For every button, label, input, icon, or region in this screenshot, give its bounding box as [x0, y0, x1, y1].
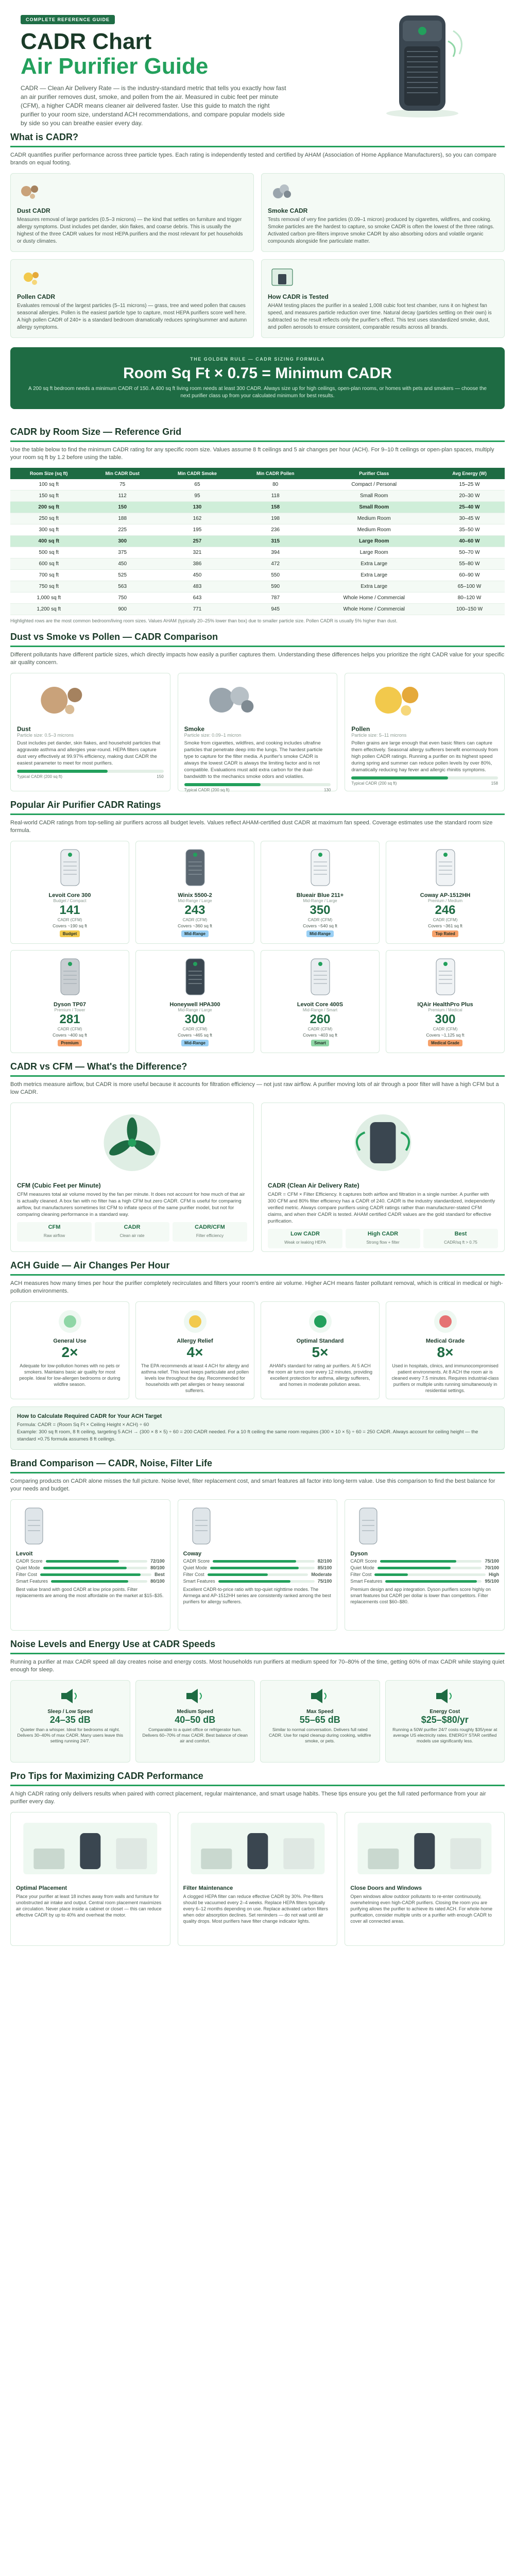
noise-card: Max Speed 55–65 dB Similar to normal conversation. Delivers full rated CADR. Use for rapid cleanup during cooking, wildfire smoke, or pets.	[260, 1680, 380, 1762]
noise-section: Noise Levels and Energy Use at CADR Speeds Running a purifier at max CADR speed all day creates noise and energy costs. Most households run purifiers at medium speed for 70–80% of the time, getting 60% of max CADR while staying quiet enough for sleep. Sleep / Low Speed 24–35 dB Quieter than a whisper. Ideal for bedrooms at night. Delivers 30–40% of max CADR. Many users leave this setting running 24/7. Medium Speed 40–50 dB Comparable to a quiet office or refrigerator hum. Delivers 60–70% of max CADR. Best balance of clean air and comfort. Max Speed 55–65 dB Similar to normal conversation. Delivers full rated CADR. Use for rapid cleanup during cooking, wildfire smoke, or pets. Energy Cost $25–$80/yr Running a 50W purifier 24/7 costs roughly $35/year at average US electricity rates. ENERGY STAR certified models use significantly less.	[0, 1631, 515, 1762]
table-cell: 1,000 sq ft	[10, 592, 87, 604]
ach-card: Medical Grade 8× Used in hospitals, clinics, and immunocompromised patient environments. At 8 ACH the room air is cleaned every 7.5 minutes. Requires industrial-class purifiers or multiple units running simultaneously in residential settings.	[386, 1301, 505, 1399]
table-cell: 563	[87, 581, 158, 592]
speaker-icon	[307, 1686, 333, 1706]
fan-icon	[17, 1109, 247, 1176]
product-name: Winix 5500-2	[178, 892, 212, 899]
table-cell: Large Room	[314, 547, 434, 558]
table-cell: 321	[158, 547, 237, 558]
table-cell: 900	[87, 604, 158, 615]
table-cell: 100–150 W	[434, 604, 505, 615]
ach-card: Optimal Standard 5× AHAM's standard for rating air purifiers. At 5 ACH the room air turns over every 12 minutes, providing excellent protection for asthma, allergy sufferers, and homes in moderate pollution areas.	[261, 1301, 380, 1399]
product-name: Blueair Blue 211+	[296, 892, 344, 899]
table-cell: 600 sq ft	[10, 558, 87, 570]
table-header: Min CADR Pollen	[237, 468, 314, 479]
ach-card: General Use 2× Adequate for low-pollution homes with no pets or smokers. Maintains basic air quality for most people. Ideal for low-allergen bedrooms or during wildfire season.	[10, 1301, 129, 1399]
table-row	[10, 570, 505, 581]
pollen-particles-icon	[351, 680, 498, 721]
product-name: Honeywell HPA300	[169, 1002, 220, 1008]
table-cell: 945	[237, 604, 314, 615]
pollen-icon	[17, 266, 46, 289]
product-tag: Mid-Range	[181, 930, 209, 937]
table-cell: 95	[158, 490, 237, 502]
table-cell: Small Room	[314, 502, 434, 513]
product-card[interactable]: Levoit Core 400S Mid-Range / Smart 260 CADR (CFM) Covers ~403 sq ft Smart	[261, 950, 380, 1053]
product-tag: Medical Grade	[428, 1040, 462, 1046]
purifier-icon	[430, 846, 461, 888]
product-cadr: 260	[310, 1012, 331, 1026]
products-section: Popular Air Purifier CADR Ratings Real-world CADR ratings from top-selling air purifiers across all budget levels. Values reflect AHAM-certified dust CADR at maximum fan speed. Coverage estimates use the standard room size formula. Levoit Core 300 Budget / Compact 141 CADR (CFM) Covers ~190 sq ft Budget Winix 5500-2 Mid-Range / Large 243 CADR (CFM) Covers ~360 sq ft Mid-Range Blueair Blue 211+ Mid-Range / Large 350 CADR (CFM) Covers ~540 sq ft Mid-Range Coway AP-1512HH Premium / Medium 246 CADR (CFM) Covers ~361 sq ft Top Rated Dyson TP07 Premium / Tower 281 CADR (CFM) Covers ~400 sq ft Premium Honeywell HPA300 Mid-Range / Large 300 CADR (CFM) Covers ~465 sq ft Mid-Range Levoit Core 400S Mid-Range / Smart 260 CADR (CFM) Covers ~403 sq ft Smart IQAir HealthPro Plus Premium / Medical 300 CADR (CFM) Covers ~1,125 sq ft Medical Grade	[0, 791, 515, 1053]
product-card[interactable]: Winix 5500-2 Mid-Range / Large 243 CADR (CFM) Covers ~360 sq ft Mid-Range	[135, 841, 254, 944]
table-cell: 250 sq ft	[10, 513, 87, 524]
table-cell: Compact / Personal	[314, 479, 434, 490]
table-cell: 198	[237, 513, 314, 524]
pollen-cadr-bar	[351, 776, 498, 779]
table-cell: 643	[158, 592, 237, 604]
dust-particles-icon	[17, 680, 164, 721]
table-cell: 750	[87, 592, 158, 604]
tip-illustration-icon	[183, 1818, 332, 1879]
table-cell: Extra Large	[314, 558, 434, 570]
product-tag: Mid-Range	[306, 930, 334, 937]
room-size-section: CADR by Room Size — Reference Grid Use the table below to find the minimum CADR rating for any specific room size. Values assume 8 ft ceilings and 5 air changes per hour (ACH). For 9–10 ft ceilings or open-plan spaces, multiply your room sq ft by 1.2 before using the table. Room Size (sq ft) Min CADR Dust Min CADR Smoke Min CADR Pollen Purifier Class Avg Energy (W) 100 sq ft 75 65 80 Compact / Personal 15–25 W 150 sq ft 112 95 118 Small Room 20–30 W 200 sq ft 150 130 158 Small Room 25–40 W 250 sq ft 188 162 198 Medium Room 30–45 W 300 sq ft 225 195 236 Medium Room 35–50 W 400 sq ft 300 257 315 Large Room 40–60 W 500 sq ft 375 321 394 Large Room 50–70 W 600 sq ft 450 386 472 Extra Large 55–80 W 700 sq ft 525 450 550 Extra Large 60–90 W 750 sq ft 563 483 590 Extra Large 65–100 W 1,000 sq ft 750 643 787 Whole Home / Commercial 80–120 W 1,200 sq ft 900 771 945 Whole Home / Commercial 100–150 W Highlighted rows are the most common bedroom/living room sizes. Values AHAM (typically 20–25% lower than box) due to smaller particle size. Pollen CADR is usually 5% higher than dust.	[0, 418, 515, 623]
table-cell: 200 sq ft	[10, 502, 87, 513]
product-card[interactable]: Levoit Core 300 Budget / Compact 141 CADR (CFM) Covers ~190 sq ft Budget	[10, 841, 129, 944]
table-row	[10, 592, 505, 604]
dust-cadr-bar	[17, 770, 164, 773]
table-cell: 590	[237, 581, 314, 592]
test-chamber-icon	[268, 266, 297, 289]
table-cell: Medium Room	[314, 524, 434, 536]
product-cadr: 300	[184, 1012, 205, 1026]
page-title: CADR Chart Air Purifier Guide	[21, 29, 209, 79]
tip-illustration-icon	[350, 1818, 499, 1879]
table-cell: 80–120 W	[434, 592, 505, 604]
table-row	[10, 490, 505, 502]
product-card[interactable]: Honeywell HPA300 Mid-Range / Large 300 CADR (CFM) Covers ~465 sq ft Mid-Range	[135, 950, 254, 1053]
cfm-card: CFM (Cubic Feet per Minute) CFM measures total air volume moved by the fan per minute. It does not account for how much of that air is actually cleaned. A box fan with no filter has a high CFM but zero CADR. CFM is useful for comparing airflow, but manufacturers sometimes list CFM to inflate specs of the same purifier model, but not for comparing cleaning performance in a standard way. CFM Raw airflow CADR Clean air rate CADR/CFM Filter efficiency	[10, 1103, 254, 1252]
noise-card: Energy Cost $25–$80/yr Running a 50W purifier 24/7 costs roughly $35/year at average US electricity rates. ENERGY STAR certified models use significantly less.	[385, 1680, 505, 1762]
smoke-icon	[268, 180, 297, 202]
hero	[0, 0, 515, 127]
brand-purifier-icon	[350, 1505, 386, 1546]
table-cell: 118	[237, 490, 314, 502]
smoke-cadr-card: Smoke CADR Tests removal of very fine particles (0.09–1 micron) produced by cigarettes, wildfires, and cooking. Smoke particles are the hardest to capture, so smoke CADR is often the lowest of the three ratings. Activated carbon pre-filters improve smoke CADR by also absorbing odors and volatile organic compounds alongside fine particulate matter.	[261, 173, 505, 252]
product-cadr: 246	[435, 903, 456, 917]
table-cell: 386	[158, 558, 237, 570]
product-cadr: 243	[184, 903, 205, 917]
table-header: Min CADR Dust	[87, 468, 158, 479]
table-cell: Large Room	[314, 536, 434, 547]
speaker-icon	[432, 1686, 458, 1706]
smoke-particle-card: Smoke Particle size: 0.09–1 micron Smoke from cigarettes, wildfires, and cooking includes ultrafine particles that penetrate deep into the lungs. The hardest particle type to capture for the filter media. A purifier's smoke CADR is always the lowest CADR is always the limiting factor and is not compatible. Evaluations must add extra carbon for the dual-bandwidth to the mechanics smoke odors and volatiles. Typical CADR (200 sq ft) 130	[178, 673, 338, 791]
table-row	[10, 502, 505, 513]
formula-banner: THE GOLDEN RULE — CADR SIZING FORMULA Room Sq Ft × 0.75 = Minimum CADR A 200 sq ft bedroom needs a minimum CADR of 150. A 400 sq ft living room needs at least 300 CADR. Always size up for high ceilings, open-plan rooms, or homes with pets and smokers — choose the next purifier class up from your calculated minimum for best results.	[10, 347, 505, 409]
product-tag: Top Rated	[432, 930, 458, 937]
brand-card: Levoit CADR Score 72/100 Quiet Mode 80/100 Filter Cost Best Smart Features 80/100 Best value brand with good CADR at low price points. Filter replacements are among the most affordable on the market at $15–$35.	[10, 1499, 170, 1631]
brand-purifier-icon	[16, 1505, 52, 1546]
table-cell: 525	[87, 570, 158, 581]
tip-card: Close Doors and Windows Open windows allow outdoor pollutants to re-enter continuously, overwhelming even high-CADR purifiers. Closing the room you are purifying allows the purifier to achieve its rated ACH. For whole-home purification, consider multiple units or a purifier with enough CADR to cover all connected areas.	[345, 1812, 505, 1946]
table-cell: 750 sq ft	[10, 581, 87, 592]
purifier-icon	[55, 846, 85, 888]
table-cell: 20–30 W	[434, 490, 505, 502]
table-cell: 15–25 W	[434, 479, 505, 490]
sizing-formula: Room Sq Ft × 0.75 = Minimum CADR	[123, 365, 392, 382]
table-cell: 100 sq ft	[10, 479, 87, 490]
table-cell: 50–70 W	[434, 547, 505, 558]
product-cadr: 141	[59, 903, 80, 917]
table-cell: 300 sq ft	[10, 524, 87, 536]
table-cell: 300	[87, 536, 158, 547]
table-cell: 30–45 W	[434, 513, 505, 524]
brand-name: Dyson	[350, 1551, 368, 1557]
product-tag: Budget	[60, 930, 80, 937]
ach-level-icon	[305, 1307, 336, 1335]
table-row	[10, 581, 505, 592]
ach-value: 2×	[61, 1344, 78, 1360]
hero-badge: COMPLETE REFERENCE GUIDE	[21, 15, 115, 24]
air-purifier-illustration	[371, 10, 474, 118]
table-cell: 112	[87, 490, 158, 502]
table-cell: 771	[158, 604, 237, 615]
table-row	[10, 513, 505, 524]
table-cell: 55–80 W	[434, 558, 505, 570]
table-cell: 450	[158, 570, 237, 581]
table-cell: 150 sq ft	[10, 490, 87, 502]
table-cell: Whole Home / Commercial	[314, 592, 434, 604]
table-row	[10, 536, 505, 547]
what-section	[0, 124, 515, 338]
hero-intro: CADR — Clean Air Delivery Rate — is the industry-standard metric that tells you exactly how fast an air purifier removes dust, smoke, and pollen from the air. Measured in cubic feet per minute (CFM), a higher CADR means cleaner air delivered faster. Use this guide to match the right purifier to your room size, understand ACH recommendations, and compare popular models side by side so you can breathe easier every day.	[21, 84, 286, 127]
purifier-icon	[180, 956, 211, 997]
table-row	[10, 524, 505, 536]
product-cadr: 350	[310, 903, 331, 917]
table-cell: 472	[237, 558, 314, 570]
table-cell: 257	[158, 536, 237, 547]
table-cell: 25–40 W	[434, 502, 505, 513]
product-name: Coway AP-1512HH	[420, 892, 471, 899]
product-name: IQAir HealthPro Plus	[417, 1002, 473, 1008]
table-cell: 400 sq ft	[10, 536, 87, 547]
table-cell: 65–100 W	[434, 581, 505, 592]
table-cell: 700 sq ft	[10, 570, 87, 581]
speaker-icon	[57, 1686, 83, 1706]
cadr-card: CADR (Clean Air Delivery Rate) CADR = CFM × Filter Efficiency. It captures both airflow and filtration in a single number. A purifier with 300 CFM and 80% filter efficiency has a CADR of 240. CADR is the industry standardized, independently verified metric. Always compare purifiers using CADR ratings rather than manufacturer-stated CFM claims, and when their CADR is tested. AHAM certified CADR values are the gold standard for effective purification. Low CADR Weak or leaking HEPA High CADR Strong flow + filter Best CADR/sq ft > 0.75	[261, 1103, 505, 1252]
tip-card: Optimal Placement Place your purifier at least 18 inches away from walls and furniture for unobstructed air intake and output. Central room placement maximizes air circulation. Never place inside a cabinet or closet — this can reduce effective CADR by up to 40% and overheat the motor.	[10, 1812, 170, 1946]
ach-value: 8×	[437, 1344, 454, 1360]
table-cell: 65	[158, 479, 237, 490]
table-cell: 315	[237, 536, 314, 547]
smoke-particles-icon	[184, 680, 331, 721]
product-card[interactable]: Blueair Blue 211+ Mid-Range / Large 350 CADR (CFM) Covers ~540 sq ft Mid-Range	[261, 841, 380, 944]
dust-icon	[17, 180, 46, 202]
table-cell: 40–60 W	[434, 536, 505, 547]
tips-section: Pro Tips for Maximizing CADR Performance A high CADR rating only delivers results when paired with correct placement, regular maintenance, and smart usage habits. These tips ensure you get the full rated performance from your air purifier every day. Optimal Placement Place your purifier at least 18 inches away from walls and furniture for unobstructed air intake and output. Central room placement maximizes air circulation. Never place inside a cabinet or closet — this can reduce effective CADR by up to 40% and overheat the motor. Filter Maintenance A clogged HEPA filter can reduce effective CADR by 30%. Pre-filters should be vacuumed every 2–4 weeks. Replace HEPA filters typically every 6–12 months depending on use. Replace activated carbon filters when odor absorption declines. Set reminders — do not wait until air quality drops. Most purifiers have filter change indicator lights. Close Doors and Windows Open windows allow outdoor pollutants to re-enter continuously, overwhelming even high-CADR purifiers. Closing the room you are purifying allows the purifier to achieve its rated ACH. For whole-home purification, consider multiple units or a purifier with enough CADR to cover all connected areas.	[0, 1762, 515, 1946]
product-card[interactable]: Coway AP-1512HH Premium / Medium 246 CADR (CFM) Covers ~361 sq ft Top Rated	[386, 841, 505, 944]
product-cadr: 300	[435, 1012, 456, 1026]
purifier-icon	[180, 846, 211, 888]
table-cell: 188	[87, 513, 158, 524]
particles-section: Dust vs Smoke vs Pollen — CADR Comparison Different pollutants have different particle sizes, which directly impacts how easily a purifier captures them. Understanding these differences helps you prioritize the right CADR value for your specific air quality concern. Dust Particle size: 0.5–3 microns Dust includes pet dander, skin flakes, and household particles that aggravate asthma and allergies year-round. HEPA filters capture dust very effectively at 99.97% efficiency, making dust CADR the easiest parameter to meet for most purifiers. Typical CADR (200 sq ft) 150 Smoke Particle size: 0.09–1 micron Smoke from cigarettes, wildfires, and cooking includes ultrafine particles that penetrate deep into the lungs. The hardest particle type to capture for the filter media. A purifier's smoke CADR is always the lowest CADR is always the limiting factor and is not compatible. Evaluations must add extra carbon for the dual-bandwidth to the mechanics smoke odors and volatiles. Typical CADR (200 sq ft) 130 Pollen Particle size: 5–11 microns Pollen grains are large enough that even basic filters can capture them effectively. Seasonal allergy sufferers benefit enormously from high pollen CADR ratings. Running a purifier on its highest speed during spring and summer can reduce pollen levels by over 80%, dramatically reducing hay fever and allergic rhinitis symptoms. Typical CADR (200 sq ft) 158	[0, 623, 515, 791]
table-cell: 60–90 W	[434, 570, 505, 581]
table-cell: Whole Home / Commercial	[314, 604, 434, 615]
table-cell: 375	[87, 547, 158, 558]
ach-level-icon	[180, 1307, 211, 1335]
ach-howto: How to Calculate Required CADR for Your ACH Target Formula: CADR = (Room Sq Ft × Ceiling Height × ACH) ÷ 60 Example: 300 sq ft room, 8 ft ceiling, targeting 5 ACH → (300 × 8 × 5) ÷ 60 = 200 CADR needed. For a 10 ft ceiling the same room requires (300 × 10 × 5) ÷ 60 = 250 CADR. Always account for ceiling height — the standard ×0.75 formula assumes 8 ft ceilings.	[10, 1406, 505, 1450]
table-cell: 162	[158, 513, 237, 524]
table-header: Avg Energy (W)	[434, 468, 505, 479]
cadr-vs-cfm-section: CADR vs CFM — What's the Difference? Both metrics measure airflow, but CADR is more useful because it accounts for filtration efficiency — not just raw airflow. A purifier moving lots of air through a poor filter will have a high CFM but a low CADR. CFM (Cubic Feet per Minute) CFM measures total air volume moved by the fan per minute. It does not account for how much of that air is actually cleaned. A box fan with no filter has a high CFM but zero CADR. CFM is useful for comparing airflow, but manufacturers sometimes list CFM to inflate specs of the same purifier model, but not for comparing cleaning performance in a standard way. CFM Raw airflow CADR Clean air rate CADR/CFM Filter efficiency CADR (Clean Air Delivery Rate) CADR = CFM × Filter Efficiency. It captures both airflow and filtration in a single number. A purifier with 300 CFM and 80% filter efficiency has a CADR of 240. CADR is the industry standardized, independently verified metric. Always compare purifiers using CADR ratings rather than manufacturer-stated CFM claims, and when their CADR is tested. AHAM certified CADR values are the gold standard for effective purification. Low CADR Weak or leaking HEPA High CADR Strong flow + filter Best CADR/sq ft > 0.75	[0, 1053, 515, 1252]
purifier-icon	[55, 956, 85, 997]
table-cell: 75	[87, 479, 158, 490]
table-cell: 550	[237, 570, 314, 581]
product-name: Levoit Core 400S	[297, 1002, 344, 1008]
brand-name: Levoit	[16, 1551, 33, 1557]
pollen-particle-card: Pollen Particle size: 5–11 microns Pollen grains are large enough that even basic filters can capture them effectively. Seasonal allergy sufferers benefit enormously from high pollen CADR ratings. Running a purifier on its highest speed during spring and summer can reduce pollen levels by over 80%, dramatically reducing hay fever and allergic rhinitis symptoms. Typical CADR (200 sq ft) 158	[345, 673, 505, 791]
table-cell: 35–50 W	[434, 524, 505, 536]
table-cell: 225	[87, 524, 158, 536]
table-cell: Small Room	[314, 490, 434, 502]
table-header: Purifier Class	[314, 468, 434, 479]
table-cell: 394	[237, 547, 314, 558]
ach-value: 5×	[312, 1344, 329, 1360]
noise-card: Medium Speed 40–50 dB Comparable to a quiet office or refrigerator hum. Delivers 60–70% of max CADR. Best balance of clean air and comfort.	[135, 1680, 255, 1762]
purifier-icon	[430, 956, 461, 997]
table-cell: Extra Large	[314, 570, 434, 581]
product-card[interactable]: Dyson TP07 Premium / Tower 281 CADR (CFM) Covers ~400 sq ft Premium	[10, 950, 129, 1053]
ach-level-icon	[55, 1307, 85, 1335]
table-cell: 236	[237, 524, 314, 536]
ach-level-icon	[430, 1307, 461, 1335]
cadr-room-table	[10, 468, 505, 615]
clean-air-icon	[268, 1109, 498, 1176]
table-cell: 195	[158, 524, 237, 536]
table-cell: 1,200 sq ft	[10, 604, 87, 615]
product-cadr: 281	[59, 1012, 80, 1026]
brand-name: Coway	[183, 1551, 202, 1557]
dust-cadr-card: Dust CADR Measures removal of large particles (0.5–3 microns) — the kind that settles on furniture and trigger allergy symptoms. Dust includes pet dander, skin flakes, and coarse debris. This is usually the highest of the three CADR values for most HEPA purifiers and the most relevant for pet households or dusty climates.	[10, 173, 254, 252]
product-card[interactable]: IQAir HealthPro Plus Premium / Medical 300 CADR (CFM) Covers ~1,125 sq ft Medical Grade	[386, 950, 505, 1053]
table-cell: Medium Room	[314, 513, 434, 524]
section-intro: CADR quantifies purifier performance across three particle types. Each rating is independently tested and certified by AHAM (Association of Home Appliance Manufacturers), so you can compare brands on equal footing.	[10, 152, 497, 166]
table-cell: 483	[158, 581, 237, 592]
cadr-testing-card: How CADR is Tested AHAM testing places the purifier in a sealed 1,008 cubic foot test chamber, runs it on highest fan speed, and measures particle reduction over time. Natural decay (particles settling on their own) is subtracted so the result reflects only the purifier's effect. This test uses standardized smoke, dust, and pollen aerosols to ensure consistent, comparable results across all brands.	[261, 259, 505, 338]
brand-card: Coway CADR Score 82/100 Quiet Mode 85/100 Filter Cost Moderate Smart Features 75/100 Excellent CADR-to-price ratio with top-quiet nighttime modes. The Airmega and AP-1512HH series are consistently ranked among the best purifiers for allergy sufferers.	[178, 1499, 338, 1631]
product-name: Levoit Core 300	[48, 892, 91, 899]
noise-card: Sleep / Low Speed 24–35 dB Quieter than a whisper. Ideal for bedrooms at night. Delivers 30–40% of max CADR. Many users leave this setting running 24/7.	[10, 1680, 130, 1762]
section-title: What is CADR?	[10, 124, 505, 147]
table-cell: Extra Large	[314, 581, 434, 592]
purifier-icon	[305, 956, 336, 997]
table-cell: 500 sq ft	[10, 547, 87, 558]
product-tag: Mid-Range	[181, 1040, 209, 1046]
table-cell: 158	[237, 502, 314, 513]
pollen-cadr-card: Pollen CADR Evaluates removal of the largest particles (5–11 microns) — grass, tree and weed pollen that causes seasonal allergies. Pollen is the easiest particle type to capture, most HEPA purifiers score well here. A high pollen CADR of 240+ is a standard bedroom dramatically reduces spring/summer and autumn allergy symptoms.	[10, 259, 254, 338]
table-row	[10, 604, 505, 615]
table-cell: 787	[237, 592, 314, 604]
dust-particle-card: Dust Particle size: 0.5–3 microns Dust includes pet dander, skin flakes, and household particles that aggravate asthma and allergies year-round. HEPA filters capture dust very effectively at 99.97% efficiency, making dust CADR the easiest parameter to meet for most purifiers. Typical CADR (200 sq ft) 150	[10, 673, 170, 791]
purifier-icon	[305, 846, 336, 888]
table-cell: 450	[87, 558, 158, 570]
ach-section: ACH Guide — Air Changes Per Hour ACH measures how many times per hour the purifier completely recirculates and filters your room's entire air volume. Higher ACH means faster pollutant removal, which is critical in medical or high-pollution environments. General Use 2× Adequate for low-pollution homes with no pets or smokers. Maintains basic air quality for most people. Ideal for low-allergen bedrooms or during wildfire season. Allergy Relief 4× The EPA recommends at least 4 ACH for allergy and asthma relief. This level keeps particulate and pollen levels low throughout the day. Recommended for households with pet allergies or heavy seasonal sufferers. Optimal Standard 5× AHAM's standard for rating air purifiers. At 5 ACH the room air turns over every 12 minutes, providing excellent protection for asthma, allergy sufferers, and homes in moderate pollution areas. Medical Grade 8× Used in hospitals, clinics, and immunocompromised patient environments. At 8 ACH the room air is cleaned every 7.5 minutes. Requires industrial-class purifiers or multiple units running simultaneously in residential settings. How to Calculate Required CADR for Your ACH Target Formula: CADR = (Room Sq Ft × Ceiling Height × ACH) ÷ 60 Example: 300 sq ft room, 8 ft ceiling, targeting 5 ACH → (300 × 8 × 5) ÷ 60 = 200 CADR needed. For a 10 ft ceiling the same room requires (300 × 10 × 5) ÷ 60 = 250 CADR. Always account for ceiling height — the standard ×0.75 formula assumes 8 ft ceilings.	[0, 1252, 515, 1450]
product-tag: Premium	[58, 1040, 81, 1046]
speaker-icon	[182, 1686, 208, 1706]
table-cell: 150	[87, 502, 158, 513]
table-cell: 130	[158, 502, 237, 513]
table-header: Min CADR Smoke	[158, 468, 237, 479]
brand-card: Dyson CADR Score 75/100 Quiet Mode 70/100 Filter Cost High Smart Features 95/100 Premium design and app integration. Dyson purifiers score highly on smart features but CADR per dollar is lower than competitors. Filter replacements cost $60–$80.	[345, 1499, 505, 1631]
brands-section: Brand Comparison — CADR, Noise, Filter Life Comparing products on CADR alone misses the full picture. Noise level, filter replacement cost, and smart features all factor into long-term value. Use this comparison to find the best balance for your needs and budget. Levoit CADR Score 72/100 Quiet Mode 80/100 Filter Cost Best Smart Features 80/100 Best value brand with good CADR at low price points. Filter replacements are among the most affordable on the market at $15–$35. Coway CADR Score 82/100 Quiet Mode 85/100 Filter Cost Moderate Smart Features 75/100 Excellent CADR-to-price ratio with top-quiet nighttime modes. The Airmega and AP-1512HH series are consistently ranked among the best purifiers for allergy sufferers. Dyson CADR Score 75/100 Quiet Mode 70/100 Filter Cost High Smart Features 95/100 Premium design and app integration. Dyson purifiers score highly on smart features but CADR per dollar is lower than competitors. Filter replacements cost $60–$80.	[0, 1450, 515, 1631]
table-cell: 80	[237, 479, 314, 490]
brand-purifier-icon	[183, 1505, 219, 1546]
table-header: Room Size (sq ft)	[10, 468, 87, 479]
product-tag: Smart	[311, 1040, 329, 1046]
table-row	[10, 558, 505, 570]
tip-illustration-icon	[16, 1818, 165, 1879]
ach-value: 4×	[186, 1344, 203, 1360]
smoke-cadr-bar	[184, 783, 331, 786]
tip-card: Filter Maintenance A clogged HEPA filter can reduce effective CADR by 30%. Pre-filters should be vacuumed every 2–4 weeks. Replace HEPA filters typically every 6–12 months depending on use. Replace activated carbon filters when odor absorption declines. Set reminders — do not wait until air quality drops. Most purifiers have filter change indicator lights.	[178, 1812, 338, 1946]
table-row	[10, 479, 505, 490]
ach-card: Allergy Relief 4× The EPA recommends at least 4 ACH for allergy and asthma relief. This level keeps particulate and pollen levels low throughout the day. Recommended for households with pet allergies or heavy seasonal sufferers.	[135, 1301, 254, 1399]
table-row	[10, 547, 505, 558]
product-name: Dyson TP07	[54, 1002, 86, 1008]
